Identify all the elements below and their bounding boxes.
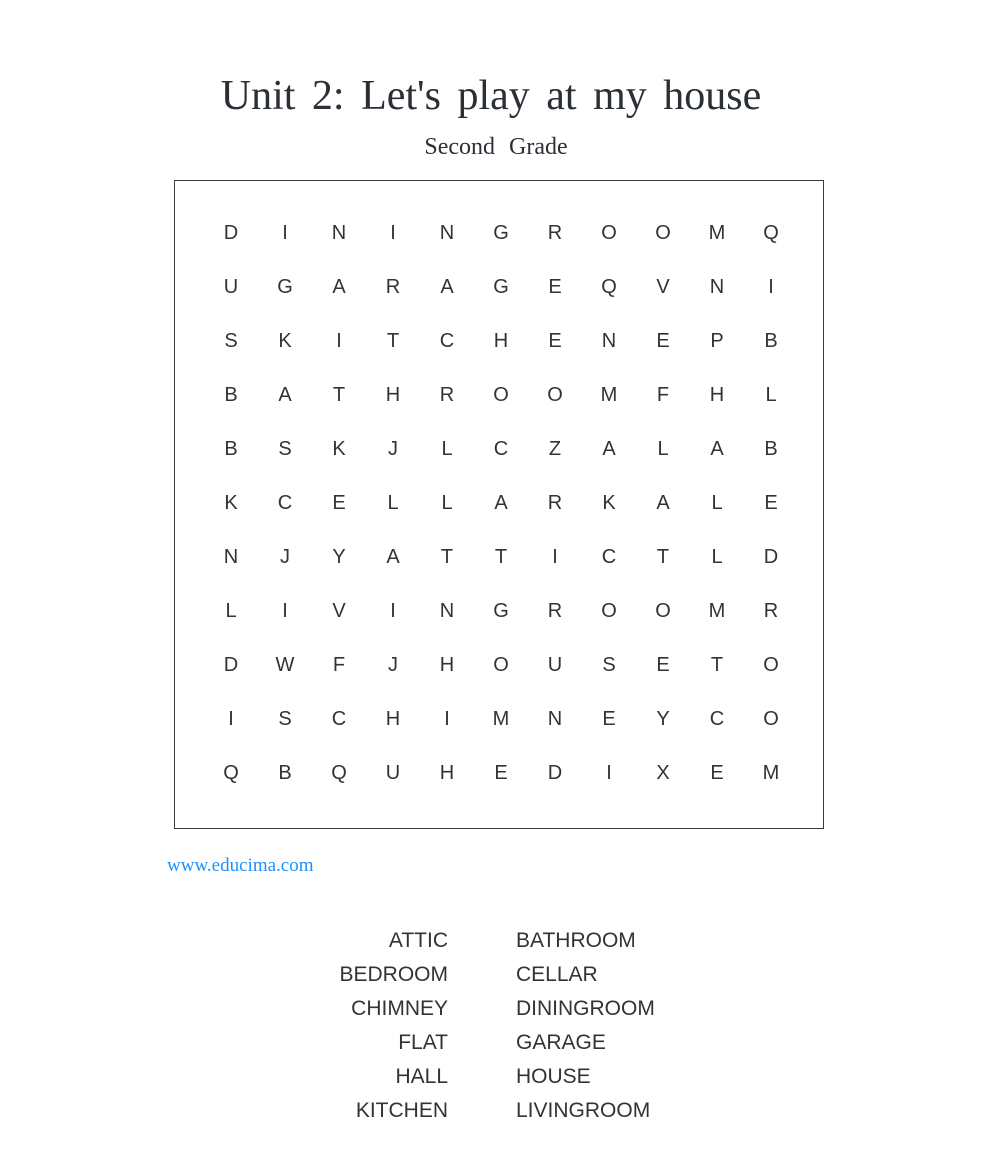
grid-cell[interactable]: Q: [763, 221, 779, 244]
grid-cell[interactable]: E: [764, 491, 778, 514]
grid-cell[interactable]: C: [493, 437, 509, 460]
grid-cell[interactable]: R: [763, 599, 779, 622]
grid-cell[interactable]: A: [602, 437, 616, 460]
grid-cell[interactable]: H: [385, 707, 401, 730]
grid-cell[interactable]: I: [444, 707, 450, 730]
grid-cell[interactable]: L: [225, 599, 237, 622]
grid-cell[interactable]: K: [278, 329, 292, 352]
grid-cell[interactable]: H: [709, 383, 725, 406]
grid-cell[interactable]: R: [547, 491, 563, 514]
word-list-item: KITCHEN: [355, 1099, 448, 1122]
grid-cell[interactable]: A: [332, 275, 346, 298]
grid-cell[interactable]: C: [331, 707, 347, 730]
page-title: Unit 2: Let's play at my house: [220, 73, 762, 119]
grid-cell[interactable]: B: [764, 329, 778, 352]
grid-cell[interactable]: T: [386, 329, 400, 352]
grid-cell[interactable]: A: [440, 275, 454, 298]
grid-cell[interactable]: S: [278, 437, 292, 460]
grid-cell[interactable]: F: [656, 383, 670, 406]
grid-cell[interactable]: L: [765, 383, 777, 406]
word-list-item: BEDROOM: [339, 963, 448, 986]
educima-link[interactable]: www.educima.com: [167, 855, 314, 876]
grid-cell[interactable]: T: [710, 653, 724, 676]
word-list-item: FLAT: [398, 1031, 448, 1054]
grid-cell[interactable]: G: [277, 275, 293, 298]
grid-cell[interactable]: V: [332, 599, 346, 622]
grid-cell[interactable]: Y: [656, 707, 670, 730]
grid-cell[interactable]: B: [224, 383, 238, 406]
grid-cell[interactable]: O: [655, 221, 671, 244]
grid-cell[interactable]: I: [282, 221, 288, 244]
word-list-item: CHIMNEY: [351, 997, 448, 1020]
grid-cell[interactable]: A: [494, 491, 508, 514]
grid-cell[interactable]: N: [439, 221, 455, 244]
grid-cell[interactable]: C: [601, 545, 617, 568]
grid-cell[interactable]: J: [280, 545, 290, 568]
grid-cell[interactable]: O: [601, 599, 617, 622]
grid-cell[interactable]: P: [710, 329, 724, 352]
grid-cell[interactable]: N: [709, 275, 725, 298]
grid-cell[interactable]: H: [439, 653, 455, 676]
grid-cell[interactable]: E: [548, 329, 562, 352]
grid-cell[interactable]: R: [385, 275, 401, 298]
grid-cell[interactable]: O: [493, 383, 509, 406]
grid-cell[interactable]: T: [494, 545, 508, 568]
grid-cell[interactable]: G: [493, 275, 509, 298]
grid-cell[interactable]: N: [223, 545, 239, 568]
word-list-item: CELLAR: [516, 963, 598, 986]
grid-cell[interactable]: S: [602, 653, 616, 676]
grid-cell[interactable]: E: [602, 707, 616, 730]
grid-cell[interactable]: K: [224, 491, 238, 514]
grid-cell[interactable]: E: [494, 761, 508, 784]
grid-cell[interactable]: B: [278, 761, 292, 784]
grid-cell[interactable]: I: [390, 599, 396, 622]
grid-cell[interactable]: N: [439, 599, 455, 622]
grid-cell[interactable]: N: [331, 221, 347, 244]
grid-cell[interactable]: O: [655, 599, 671, 622]
grid-cell[interactable]: X: [656, 761, 670, 784]
grid-cell[interactable]: E: [710, 761, 724, 784]
grid-cell[interactable]: A: [710, 437, 724, 460]
grid-cell[interactable]: L: [711, 491, 723, 514]
grid-cell[interactable]: M: [708, 221, 726, 244]
grid-cell[interactable]: E: [548, 275, 562, 298]
letter-grid: [204, 206, 798, 800]
grid-cell[interactable]: I: [228, 707, 234, 730]
grid-cell[interactable]: G: [493, 599, 509, 622]
grid-cell[interactable]: Q: [601, 275, 617, 298]
word-list-item: HOUSE: [516, 1065, 591, 1088]
grid-cell[interactable]: S: [224, 329, 238, 352]
grid-cell[interactable]: J: [388, 437, 398, 460]
grid-cell[interactable]: U: [547, 653, 563, 676]
grid-cell[interactable]: F: [332, 653, 346, 676]
grid-cell[interactable]: I: [552, 545, 558, 568]
grid-cell[interactable]: K: [332, 437, 346, 460]
grid-cell[interactable]: A: [278, 383, 292, 406]
grid-cell[interactable]: A: [656, 491, 670, 514]
grid-cell[interactable]: T: [656, 545, 670, 568]
grid-cell[interactable]: N: [547, 707, 563, 730]
grid-cell[interactable]: Y: [332, 545, 346, 568]
word-list-item: HALL: [395, 1065, 448, 1088]
word-list-item: GARAGE: [516, 1031, 606, 1054]
grid-cell[interactable]: A: [386, 545, 400, 568]
grid-cell[interactable]: D: [223, 221, 239, 244]
grid-cell[interactable]: R: [439, 383, 455, 406]
grid-cell[interactable]: Q: [223, 761, 239, 784]
grid-cell[interactable]: G: [493, 221, 509, 244]
word-list-item: ATTIC: [388, 929, 448, 952]
grid-cell[interactable]: L: [441, 437, 453, 460]
grid-cell[interactable]: O: [763, 707, 779, 730]
grid-cell[interactable]: Z: [548, 437, 562, 460]
grid-cell[interactable]: D: [223, 653, 239, 676]
grid-cell[interactable]: O: [547, 383, 563, 406]
grid-cell[interactable]: M: [762, 761, 780, 784]
grid-cell[interactable]: V: [656, 275, 670, 298]
grid-cell[interactable]: U: [223, 275, 239, 298]
grid-cell[interactable]: I: [390, 221, 396, 244]
grid-cell[interactable]: C: [277, 491, 293, 514]
grid-cell[interactable]: L: [387, 491, 399, 514]
grid-cell[interactable]: E: [656, 329, 670, 352]
word-list-item: LIVINGROOM: [516, 1099, 651, 1122]
word-list-item: BATHROOM: [516, 929, 636, 952]
grid-cell[interactable]: W: [275, 653, 295, 676]
grid-cell[interactable]: M: [600, 383, 618, 406]
grid-cell[interactable]: K: [602, 491, 616, 514]
grid-cell[interactable]: U: [385, 761, 401, 784]
word-list-item: DININGROOM: [516, 997, 655, 1020]
word-list: [230, 924, 730, 1128]
grid-cell[interactable]: L: [711, 545, 723, 568]
grid-cell[interactable]: L: [657, 437, 669, 460]
grid-cell[interactable]: O: [763, 653, 779, 676]
grid-cell[interactable]: H: [385, 383, 401, 406]
grid-cell[interactable]: H: [493, 329, 509, 352]
grid-cell[interactable]: I: [282, 599, 288, 622]
grid-cell[interactable]: H: [439, 761, 455, 784]
grid-cell[interactable]: B: [764, 437, 778, 460]
grid-cell[interactable]: Q: [331, 761, 347, 784]
grid-cell[interactable]: T: [332, 383, 346, 406]
grid-cell[interactable]: M: [492, 707, 510, 730]
grid-cell[interactable]: R: [547, 221, 563, 244]
grid-cell[interactable]: C: [709, 707, 725, 730]
grid-cell[interactable]: E: [656, 653, 670, 676]
word-search-box: [174, 180, 824, 829]
grid-cell[interactable]: J: [388, 653, 398, 676]
grid-cell[interactable]: S: [278, 707, 292, 730]
grid-cell[interactable]: D: [763, 545, 779, 568]
grid-cell[interactable]: O: [493, 653, 509, 676]
grid-cell[interactable]: I: [768, 275, 774, 298]
grid-cell[interactable]: C: [439, 329, 455, 352]
page-subtitle: Second Grade: [424, 134, 568, 160]
grid-cell[interactable]: B: [224, 437, 238, 460]
grid-cell[interactable]: L: [441, 491, 453, 514]
grid-cell[interactable]: D: [547, 761, 563, 784]
grid-cell[interactable]: I: [606, 761, 612, 784]
grid-cell[interactable]: O: [601, 221, 617, 244]
grid-cell[interactable]: E: [332, 491, 346, 514]
grid-cell[interactable]: N: [601, 329, 617, 352]
grid-cell[interactable]: R: [547, 599, 563, 622]
grid-cell[interactable]: I: [336, 329, 342, 352]
grid-cell[interactable]: T: [440, 545, 454, 568]
grid-cell[interactable]: M: [708, 599, 726, 622]
